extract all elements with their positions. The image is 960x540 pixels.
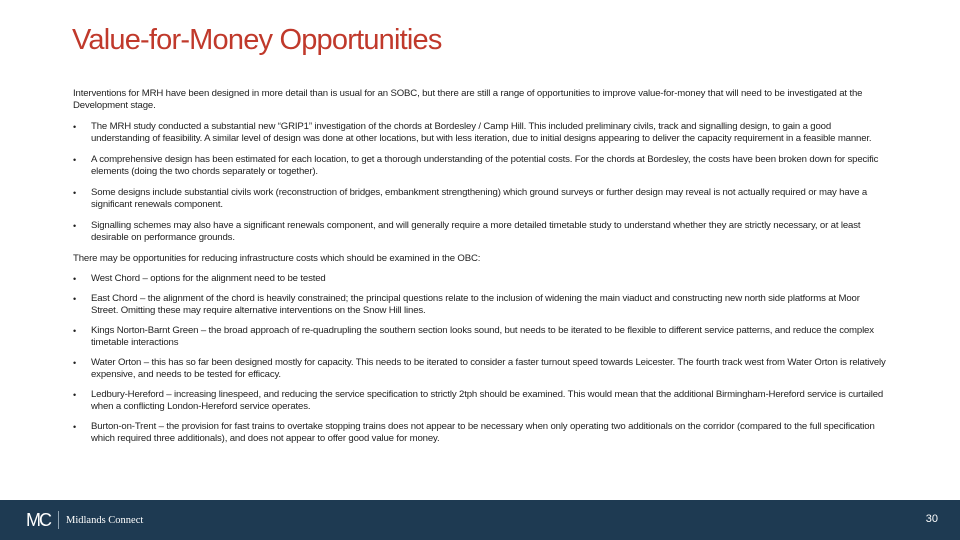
page-number: 30	[925, 513, 938, 525]
intro-paragraph: Interventions for MRH have been designed in more detail than is usual for an SOBC, but there are still a range of opportunities to improve value-for-money that will need to be investigated at the Development stage.	[73, 88, 863, 111]
logo-letters: MC	[26, 509, 50, 530]
footer-bar	[0, 500, 960, 540]
list-item: • Water Orton – this has so far been designed mostly for capacity. This needs to be iterated to consider a faster turnout speed towards Leicester. The fourth track west from Water Orton is relatively expensive, and needs to be tested for efficacy.	[73, 357, 888, 381]
obc-bullet-list	[73, 273, 888, 445]
list-item: • East Chord – the alignment of the chord is heavily constrained; the principal questions relate to the inclusion of widening the main viaduct and constructing new north side platforms at Moor Street. Omitting these may require alternative interventions on the Snow Hill lines.	[73, 293, 888, 317]
list-item: • The MRH study conducted a substantial new “GRIP1” investigation of the chords at Bordesley / Camp Hill. This included preliminary civils, track and signalling design, to gain a good understanding of feasibility. A similar level of design was done at other locations, but with less iteration, due to initial designs appearing to deliver the capacity requirement in a feasible manner.	[73, 121, 888, 145]
logo-divider	[58, 511, 59, 529]
list-item: • Ledbury-Hereford – increasing linespeed, and reducing the service specification to strictly 2tph should be examined. This would mean that the additional Birmingham-Hereford service is curtailed when a conflicting London-Hereford service operates.	[73, 389, 888, 413]
list-item: • Burton-on-Trent – the provision for fast trains to overtake stopping trains does not appear to be necessary when only operating two additionals on the corridor (compared to the full specification which required three additionals), and does not appear to offer good value for money.	[73, 421, 888, 445]
intro-bullet-list	[73, 121, 888, 244]
list-item: • Kings Norton-Barnt Green – the broad approach of re-quadrupling the southern section looks sound, but needs to be iterated to be flexible to different service patterns, and reduce the complex timetable interactions	[73, 325, 888, 349]
page-title: Value-for-Money Opportunities	[72, 24, 442, 56]
brand-name: Midlands Connect	[66, 514, 144, 526]
obc-paragraph: There may be opportunities for reducing infrastructure costs which should be examined in the OBC:	[73, 253, 481, 264]
list-item: • West Chord – options for the alignment need to be tested	[73, 273, 888, 285]
list-item: • Some designs include substantial civils work (reconstruction of bridges, embankment strengthening) which ground surveys or further design may reveal is not actually required or may have a significant renewals component.	[73, 187, 888, 211]
list-item: • A comprehensive design has been estimated for each location, to get a thorough understanding of the potential costs. For the chords at Bordesley, the costs have been broken down for specific elements (doing the two chords separately or together).	[73, 154, 888, 178]
midlands-connect-logo	[26, 511, 143, 529]
list-item: • Signalling schemes may also have a significant renewals component, and will generally require a more detailed timetable study to understand whether they are strictly necessary, or at least desirable on performance grounds.	[73, 220, 888, 244]
slide-body	[73, 88, 888, 453]
